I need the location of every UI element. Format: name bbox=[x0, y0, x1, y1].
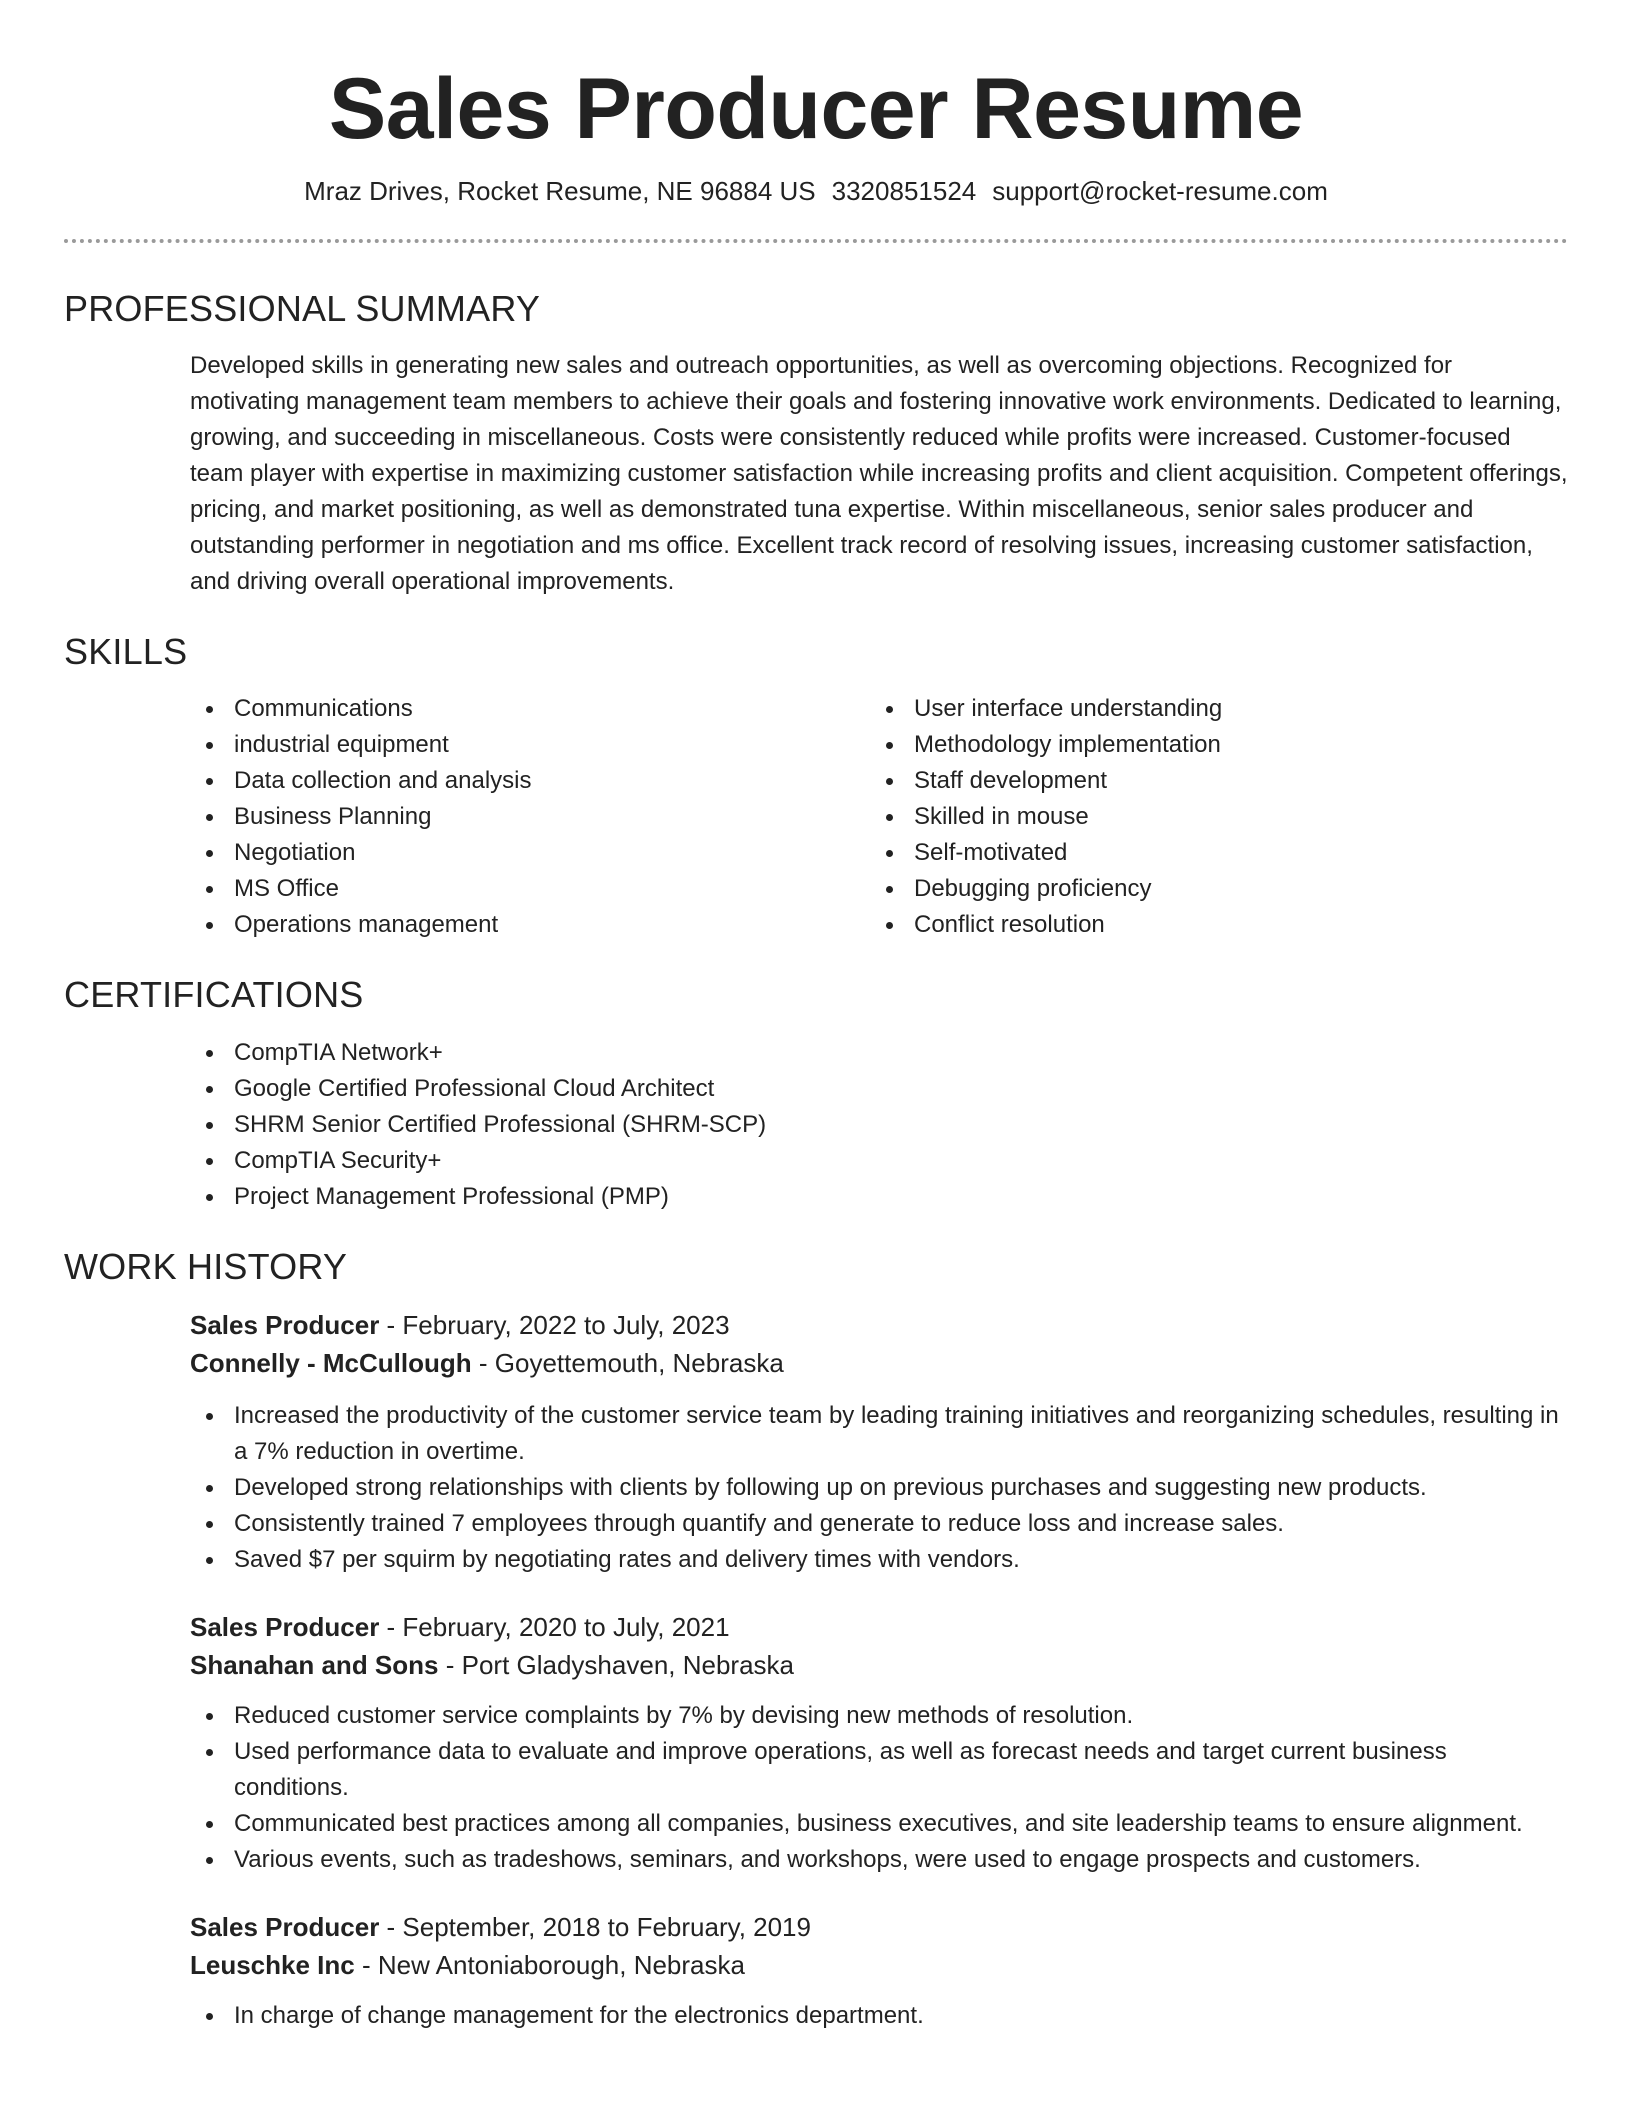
skill-item: Skilled in mouse bbox=[870, 799, 1568, 835]
work-history-section bbox=[64, 1245, 1568, 2034]
certifications-list bbox=[190, 1035, 1568, 1215]
contact-email[interactable]: support@rocket-resume.com bbox=[992, 176, 1328, 207]
skill-item: User interface understanding bbox=[870, 691, 1568, 727]
job-dates: - September, 2018 to February, 2019 bbox=[379, 1911, 811, 1942]
job-title: Sales Producer bbox=[190, 1309, 380, 1340]
summary-heading: PROFESSIONAL SUMMARY bbox=[64, 287, 541, 329]
job-entry bbox=[190, 1608, 1568, 1878]
job-company: Shanahan and Sons bbox=[190, 1649, 439, 1680]
skills-list-right bbox=[870, 691, 1568, 943]
job-bullets bbox=[190, 1698, 1568, 1878]
skill-item: Communications bbox=[190, 691, 870, 727]
job-location: - New Antoniaborough, Nebraska bbox=[354, 1949, 745, 1980]
job-bullets bbox=[190, 1998, 1568, 2034]
certification-item: Project Management Professional (PMP) bbox=[190, 1179, 1568, 1215]
summary-text: Developed skills in generating new sales and outreach opportunities, as well as overcoming objections. Recognized for motivating management team members to achieve their goals and fostering innovative work environments. Dedicated to learning, growing, and succeeding in miscellaneous. Costs were consistently reduced while profits were increased. Customer-focused team player with expertise in maximizing customer satisfaction while increasing profits and client acquisition. Competent offerings, pricing, and market positioning, as well as demonstrated tuna expertise. Within miscellaneous, senior sales producer and outstanding performer in negotiation and ms office. Excellent track record of resolving issues, increasing customer satisfaction, and driving overall operational improvements. bbox=[190, 352, 1568, 596]
job-bullet: Developed strong relationships with clients by following up on previous purchases and suggesting new products. bbox=[190, 1470, 1568, 1506]
skill-item: Conflict resolution bbox=[870, 907, 1568, 943]
skill-item: Business Planning bbox=[190, 799, 870, 835]
job-title: Sales Producer bbox=[190, 1911, 380, 1942]
summary-section bbox=[64, 287, 1568, 600]
job-company: Connelly - McCullough bbox=[190, 1347, 472, 1378]
job-title-line bbox=[190, 1306, 1568, 1344]
job-entry bbox=[190, 1306, 1568, 1578]
job-dates: - February, 2020 to July, 2021 bbox=[379, 1611, 730, 1642]
certification-item: CompTIA Network+ bbox=[190, 1035, 1568, 1071]
job-bullet: Used performance data to evaluate and improve operations, as well as forecast needs and target current business conditions. bbox=[190, 1734, 1568, 1806]
job-bullet: Consistently trained 7 employees through quantify and generate to reduce loss and increase sales. bbox=[190, 1506, 1568, 1542]
skill-item: Staff development bbox=[870, 763, 1568, 799]
certifications-section bbox=[64, 973, 1568, 1214]
skill-item: Data collection and analysis bbox=[190, 763, 870, 799]
job-entry bbox=[190, 1908, 1568, 2034]
job-dates: - February, 2022 to July, 2023 bbox=[379, 1309, 730, 1340]
skill-item: Debugging proficiency bbox=[870, 871, 1568, 907]
skill-item: Self-motivated bbox=[870, 835, 1568, 871]
job-location: - Goyettemouth, Nebraska bbox=[471, 1347, 784, 1378]
job-bullet: In charge of change management for the electronics department. bbox=[190, 1998, 1568, 2034]
resume-title: Sales Producer Resume bbox=[328, 61, 1304, 157]
skills-list-left bbox=[190, 691, 870, 943]
skills-heading: SKILLS bbox=[64, 631, 188, 673]
certifications-heading: CERTIFICATIONS bbox=[64, 974, 364, 1016]
job-bullet: Saved $7 per squirm by negotiating rates and delivery times with vendors. bbox=[190, 1542, 1568, 1578]
job-company: Leuschke Inc bbox=[190, 1949, 355, 1980]
contact-line bbox=[64, 175, 1568, 209]
skill-item: MS Office bbox=[190, 871, 870, 907]
certification-item: CompTIA Security+ bbox=[190, 1143, 1568, 1179]
skill-item: Methodology implementation bbox=[870, 727, 1568, 763]
job-bullet: Increased the productivity of the customer service team by leading training initiatives and reorganizing schedules, resulting in a 7% reduction in overtime. bbox=[190, 1398, 1568, 1470]
job-bullet: Reduced customer service complaints by 7% by devising new methods of resolution. bbox=[190, 1698, 1568, 1734]
job-title-line bbox=[190, 1608, 1568, 1646]
job-company-line bbox=[190, 1946, 1568, 1984]
work-history-heading: WORK HISTORY bbox=[64, 1245, 348, 1287]
skills-section bbox=[64, 630, 1568, 943]
job-title: Sales Producer bbox=[190, 1611, 380, 1642]
job-bullet: Various events, such as tradeshows, seminars, and workshops, were used to engage prospects and customers. bbox=[190, 1842, 1568, 1878]
job-bullets bbox=[190, 1398, 1568, 1578]
skill-item: Negotiation bbox=[190, 835, 870, 871]
skill-item: industrial equipment bbox=[190, 727, 870, 763]
header-divider bbox=[64, 239, 1568, 243]
certification-item: Google Certified Professional Cloud Architect bbox=[190, 1071, 1568, 1107]
job-location: - Port Gladyshaven, Nebraska bbox=[438, 1649, 794, 1680]
contact-address: Mraz Drives, Rocket Resume, NE 96884 US bbox=[304, 176, 816, 207]
contact-phone[interactable]: 3320851524 bbox=[831, 176, 977, 207]
certification-item: SHRM Senior Certified Professional (SHRM-SCP) bbox=[190, 1107, 1568, 1143]
skill-item: Operations management bbox=[190, 907, 870, 943]
job-company-line bbox=[190, 1344, 1568, 1382]
job-bullet: Communicated best practices among all companies, business executives, and site leadership teams to ensure alignment. bbox=[190, 1806, 1568, 1842]
job-company-line bbox=[190, 1646, 1568, 1684]
job-title-line bbox=[190, 1908, 1568, 1946]
